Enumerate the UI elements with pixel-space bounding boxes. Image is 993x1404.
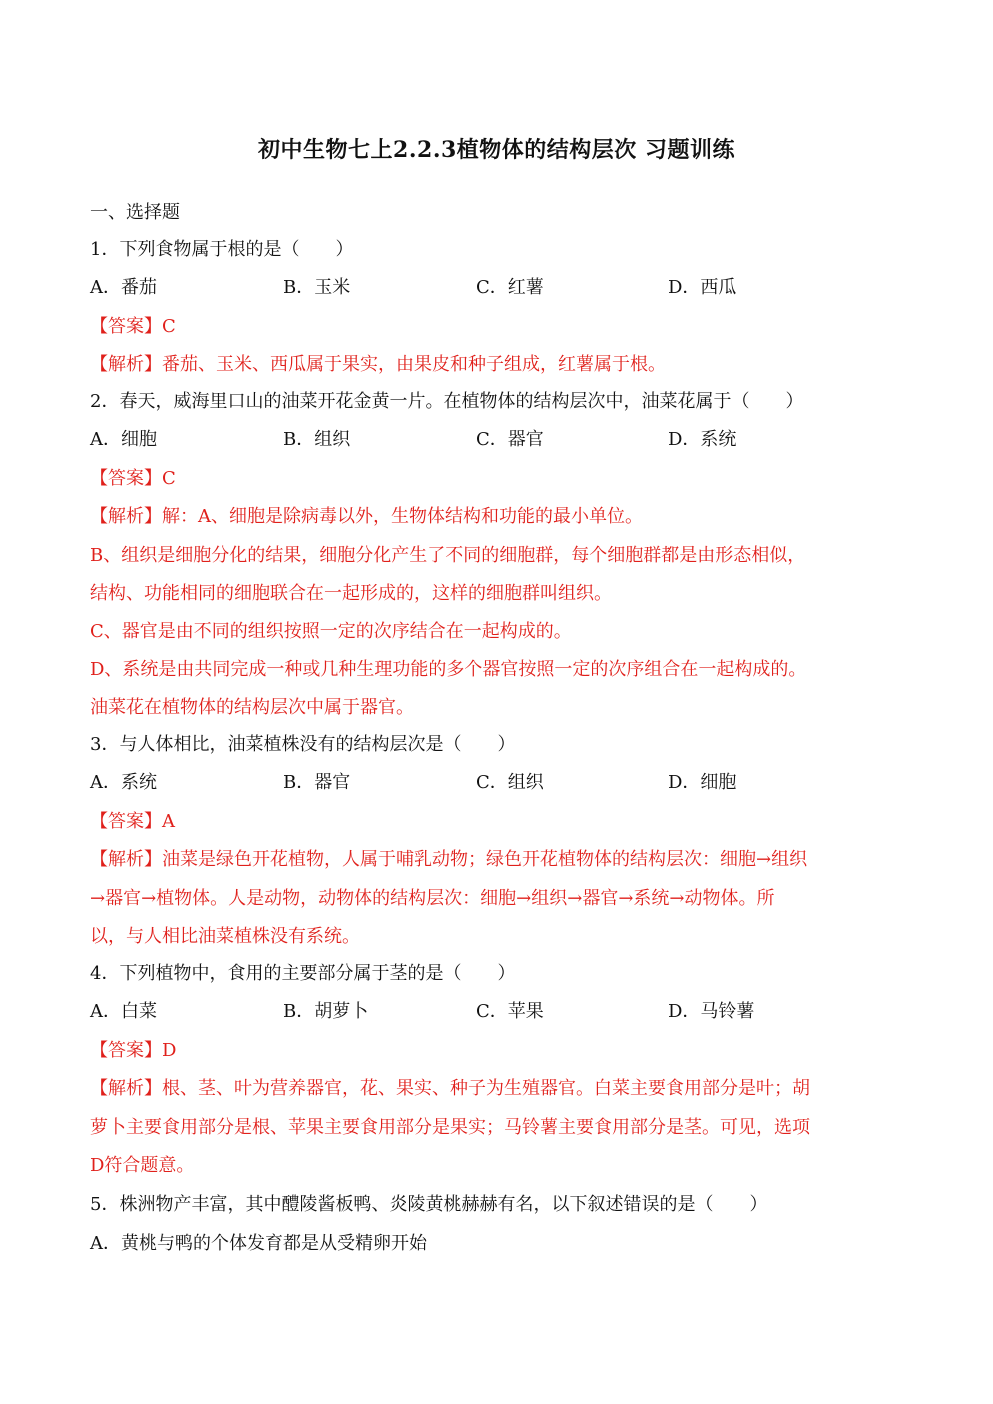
question-1-option-d: D．西瓜 [668, 277, 737, 298]
answer-value: D [162, 1040, 177, 1061]
answer-value: C [162, 316, 176, 337]
question-4-option-d: D．马铃薯 [668, 1001, 755, 1022]
question-2-analysis-line-3: 结构、功能相同的细胞联合在一起形成的，这样的细胞群叫组织。 [90, 583, 612, 604]
question-1-analysis [90, 352, 666, 378]
analysis-tag: 【解析】 [90, 506, 162, 527]
question-2-analysis-line-2: B、组织是细胞分化的结果，细胞分化产生了不同的细胞群，每个细胞群都是由形态相似， [90, 545, 806, 566]
question-3-stem: 3．与人体相比，油菜植株没有的结构层次是（ ） [90, 734, 516, 755]
answer-value: A [162, 811, 175, 832]
analysis-tag: 【解析】 [90, 354, 162, 375]
question-5-stem: 5．株洲物产丰富，其中醴陵酱板鸭、炎陵黄桃赫赫有名，以下叙述错误的是（ ） [90, 1194, 768, 1215]
question-3-option-c: C．组织 [476, 772, 544, 793]
analysis-text: 根、茎、叶为营养器官，花、果实、种子为生殖器官。白菜主要食用部分是叶；胡 [162, 1078, 810, 1099]
question-3-analysis-line-1 [90, 847, 807, 873]
question-4-option-c: C．苹果 [476, 1001, 544, 1022]
analysis-tag: 【解析】 [90, 849, 162, 870]
question-3-analysis-line-3: 以，与人相比油菜植株没有系统。 [90, 926, 360, 947]
question-2-option-b: B．组织 [283, 429, 351, 450]
question-1-answer [90, 314, 176, 340]
question-2-option-d: D．系统 [668, 429, 737, 450]
question-2-option-a: A．细胞 [90, 429, 157, 450]
question-3-answer [90, 809, 175, 835]
question-4-option-a: A．白菜 [90, 1001, 157, 1022]
question-4-answer [90, 1038, 176, 1064]
question-2-stem: 2．春天，威海里口山的油菜开花金黄一片。在植物体的结构层次中，油菜花属于（ ） [90, 391, 804, 412]
question-3-option-d: D．细胞 [668, 772, 737, 793]
analysis-text: 解：A、细胞是除病毒以外，生物体结构和功能的最小单位。 [162, 506, 643, 527]
question-2-analysis-line-6: 油菜花在植物体的结构层次中属于器官。 [90, 697, 414, 718]
question-3-option-a: A．系统 [90, 772, 157, 793]
question-5-option-a: A．黄桃与鸭的个体发育都是从受精卵开始 [90, 1233, 427, 1254]
question-4-option-b: B．胡萝卜 [283, 1001, 369, 1022]
answer-value: C [162, 468, 176, 489]
question-2-analysis-line-4: C、器官是由不同的组织按照一定的次序结合在一起构成的。 [90, 621, 572, 642]
question-1-option-c: C．红薯 [476, 277, 544, 298]
question-4-analysis-line-1 [90, 1076, 810, 1102]
question-2-analysis-line-1 [90, 504, 643, 530]
question-1-option-a: A．番茄 [90, 277, 157, 298]
question-3-analysis-line-2: →器官→植物体。人是动物，动物体的结构层次：细胞→组织→器官→系统→动物体。所 [90, 888, 775, 909]
section-heading: 一、选择题 [90, 202, 180, 223]
answer-tag: 【答案】 [90, 811, 162, 832]
answer-tag: 【答案】 [90, 316, 162, 337]
page-title: 初中生物七上2.2.3植物体的结构层次 习题训练 [258, 137, 735, 163]
question-3-option-b: B．器官 [283, 772, 351, 793]
question-2-answer [90, 466, 176, 492]
question-2-analysis-line-5: D、系统是由共同完成一种或几种生理功能的多个器官按照一定的次序组合在一起构成的。 [90, 659, 807, 680]
question-4-stem: 4．下列植物中，食用的主要部分属于茎的是（ ） [90, 963, 516, 984]
analysis-tag: 【解析】 [90, 1078, 162, 1099]
analysis-text: 油菜是绿色开花植物，人属于哺乳动物；绿色开花植物体的结构层次：细胞→组织 [162, 849, 808, 870]
answer-tag: 【答案】 [90, 1040, 162, 1061]
question-4-analysis-line-3: D符合题意。 [90, 1155, 195, 1176]
question-4-analysis-line-2: 萝卜主要食用部分是根、苹果主要食用部分是果实；马铃薯主要食用部分是茎。可见，选项 [90, 1117, 810, 1138]
answer-tag: 【答案】 [90, 468, 162, 489]
analysis-text: 番茄、玉米、西瓜属于果实，由果皮和种子组成，红薯属于根。 [162, 354, 666, 375]
question-1-stem: 1．下列食物属于根的是（ ） [90, 239, 354, 260]
question-1-option-b: B．玉米 [283, 277, 351, 298]
question-2-option-c: C．器官 [476, 429, 544, 450]
